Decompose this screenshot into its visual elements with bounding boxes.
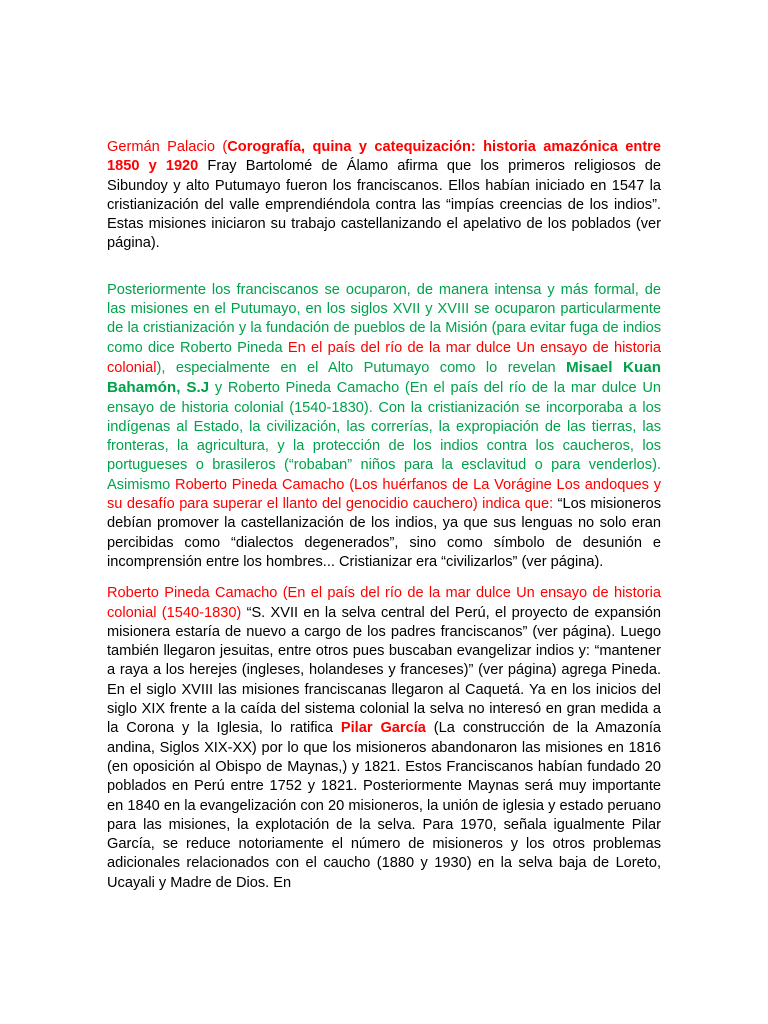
author-name: Germán Palacio ( bbox=[107, 139, 228, 155]
paragraph-3-text-1: “S. XVII en la selva central del Perú, el proyecto de expansión misionera estaría de nuevo a cargo de los padres franciscanos” (ver página). Luego también llegaron jesuitas, entre otros pues buscaban evangelizar indios y: “mantener a raya a los herejes (ingleses, holandeses y franceses)” (ver página) agrega Pineda. En el siglo XVIII las misiones franciscanas llegaron al Caquetá. Ya en los inicios del siglo XIX frente a la caída del sistema colonial la selva no interesó en gran medida a la Corona y la Iglesia, lo ratifica bbox=[107, 604, 661, 737]
paragraph-3-text-2: (La construcción de la Amazonía andina, Siglos XIX-XX) por lo que los misioneros abandonaron las misiones en 1816 (en oposición al Obispo de Maynas,) y 1821. Estos Franciscanos habían fundado 20 poblados en Perú entre 1752 y 1821. Posteriormente Maynas será muy importante en 1840 en la evangelización con 20 misioneros, la unión de iglesia y estado peruano para las misiones, la explotación de la selva. Para 1970, señala igualmente Pilar García, se reduce notoriamente el número de misioneros y los otros problemas adicionales relacionados con el caucho (1880 y 1930) en la selva baja de Loreto, Ucayali y Madre de Dios. En bbox=[107, 720, 661, 891]
paragraph-2-text-2: ), especialmente en el Alto Putumayo como lo revelan bbox=[156, 359, 566, 376]
paragraph-3 bbox=[107, 584, 661, 893]
paragraph-3-reference: Roberto Pineda Camacho (En el país del río de la mar dulce Un ensayo de historia colonial (1540-1830) bbox=[107, 585, 661, 621]
book-title: Corografía, quina y catequización: historia amazónica entre 1850 y 1920 bbox=[107, 139, 661, 175]
paragraph-2-text-1: Posteriormente los franciscanos se ocuparon, de manera intensa y más formal, de las misiones en el Putumayo, en los siglos XVII y XVIII se ocuparon particularmente de la cristianización y la fundación de pueblos de la Misión (para evitar fuga de indios como dice Roberto Pineda bbox=[107, 281, 661, 356]
paragraph-2-quote: “Los misioneros debían promover la castellanización de los indios, ya que sus lenguas no solo eran percibidas como “dialectos degenerados”, sino como símbolo de desunión e incomprensión entre los hombres... Cristianizar era “civilizarlos” (ver página). bbox=[107, 496, 661, 570]
paragraph-1 bbox=[107, 138, 661, 254]
paragraph-1-body: Fray Bartolomé de Álamo afirma que los primeros religiosos de Sibundoy y alto Putumayo fueron los franciscanos. Ellos habían iniciado en 1547 la cristianización del valle emprendiéndola contra las “impías creencias de los indios”. Estas misiones iniciaron su trabajo castellanizando el apelativo de los poblados (ver página). bbox=[107, 158, 661, 252]
document-page bbox=[107, 138, 661, 893]
paragraph-2-reference-1: En el país del río de la mar dulce Un ensayo de historia colonial bbox=[107, 339, 661, 376]
paragraph-spacer bbox=[107, 254, 661, 281]
author-misael-kuan: Misael Kuan Bahamón, S.J bbox=[107, 358, 661, 397]
paragraph-2-text-3: y Roberto Pineda Camacho (En el país del río de la mar dulce Un ensayo de historia colonial (1540-1830). Con la cristianización se incorporaba a los indígenas al Estado, la civilización, las correrías, la expropiación de las tierras, las fronteras, la agricultura, y la protección de los indios contra los caucheros, los portugueses o brasileros (“robaban” niños para la esclavitud o para venderlos). Asimismo bbox=[107, 380, 661, 493]
paragraph-spacer bbox=[107, 572, 661, 584]
paragraph-2 bbox=[107, 281, 661, 572]
paragraph-2-reference-2: Roberto Pineda Camacho (Los huérfanos de La Vorágine Los andoques y su desafío para superar el llanto del genocidio cauchero) indica que: bbox=[107, 476, 661, 513]
author-pilar-garcia: Pilar García bbox=[340, 720, 426, 737]
